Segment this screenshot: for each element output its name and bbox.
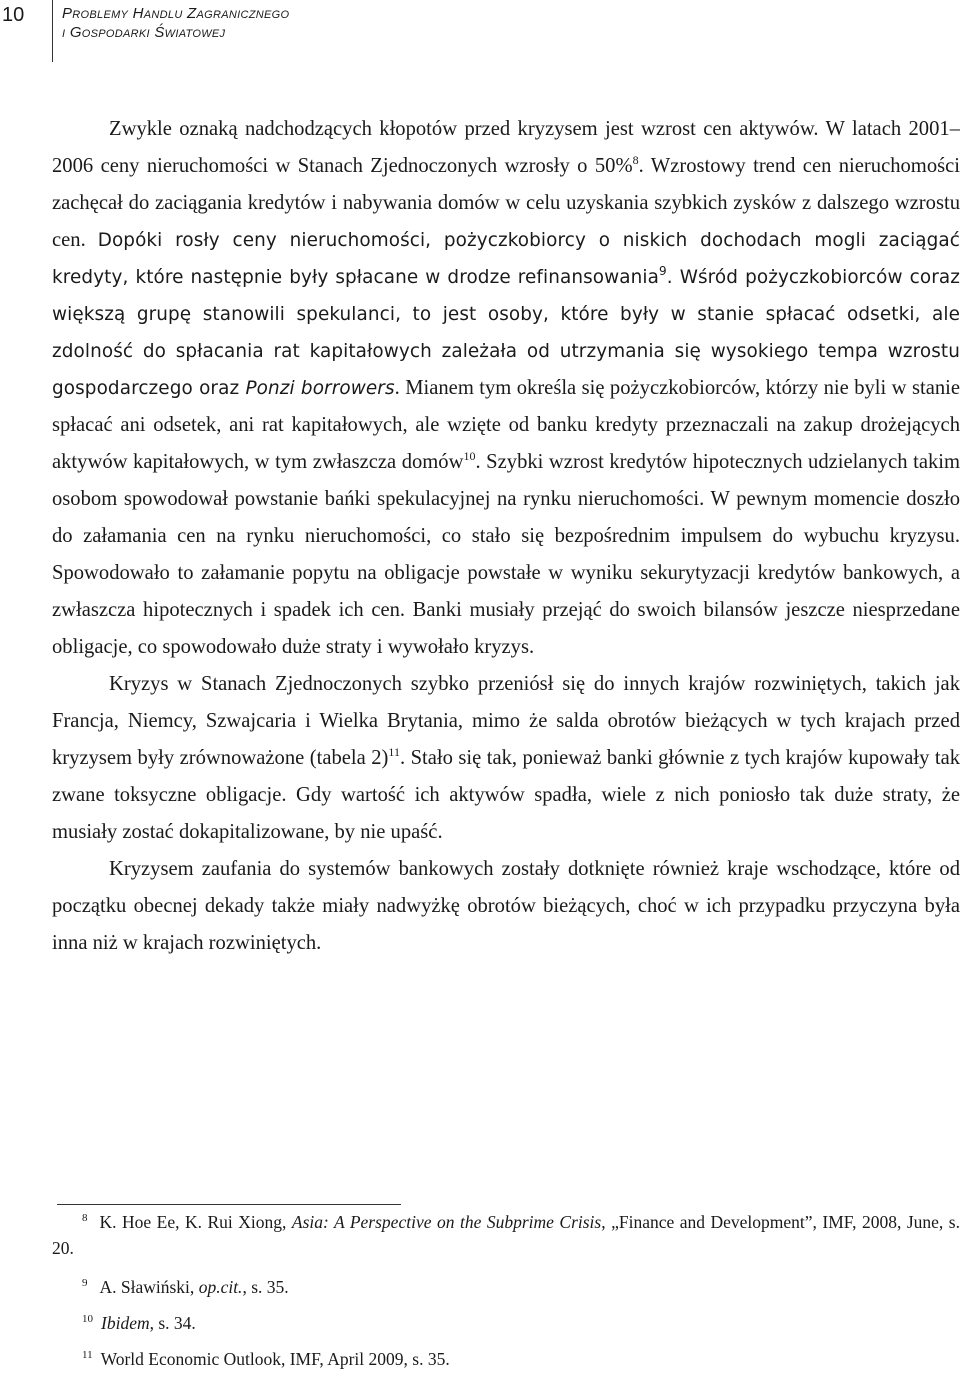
p1-text-sans: Dopóki rosły ceny nieruchomości, pożyczkobiorcy o niskich dochodach mogli zaciągać kredyty, które następnie były spłacane w drodze refinansowania xyxy=(52,230,960,288)
header-divider xyxy=(52,0,53,62)
running-title-line1: Problemy Handlu Zagranicznego xyxy=(62,5,290,22)
footnote-divider xyxy=(57,1204,401,1205)
footnote-text: , s. 35. xyxy=(242,1277,289,1297)
footnote-text: K. Hoe Ee, K. Rui Xiong, xyxy=(99,1212,292,1232)
footnote-text: World Economic Outlook, IMF, April 2009, s. 35. xyxy=(100,1349,450,1369)
footnote-number: 10 xyxy=(82,1313,93,1326)
footnote-ref-10: 10 xyxy=(463,449,476,464)
p1-text-d: . Mianem tym określa się pożyczkobiorców, którzy nie byli w stanie spłacać ani odsetek, ani rat kapitałowych, ale wzięte od banku kredyty przeznaczali na zakup drożejących aktywów kapitałowych, w tym zwłaszcza domów xyxy=(52,377,960,473)
footnote-ref-8: 8 xyxy=(632,153,639,168)
p2-text-a: Kryzys w Stanach Zjednoczonych szybko przeniósł się do innych krajów rozwiniętych, takich jak Francja, Niemcy, Szwajcaria i Wielka Brytania, mimo że salda obrotów bieżących w tych krajach przed kryzysem były zrównoważone (tabela 2) xyxy=(52,673,960,769)
footnote-10 xyxy=(52,1310,960,1336)
p1-text-b: . Wzrostowy trend cen nieruchomości zachęcał do zaciągania kredytów i nabywania domów w celu uzyskania szybkich zysków z dalszego wzrostu cen. xyxy=(52,155,960,251)
footnote-number: 9 xyxy=(82,1277,88,1290)
p1-text-c: . Wśród pożyczkobiorców coraz większą grupę stanowili spekulanci, to jest osoby, które były w stanie spłacać odsetki, ale zdolność do spłacania rat kapitałowych zależała od utrzymania się wysokiego tempa wzrostu gospodarczego oraz xyxy=(52,267,960,399)
paragraph-1 xyxy=(52,111,960,666)
footnote-ref-9: 9 xyxy=(658,264,667,279)
running-title-line2: i Gospodarki Światowej xyxy=(62,24,226,41)
page-number: 10 xyxy=(2,4,25,26)
footnote-number: 8 xyxy=(82,1212,88,1225)
footnote-italic: Ibidem xyxy=(101,1313,150,1333)
footnote-italic: op.cit. xyxy=(198,1277,243,1297)
footnote-8 xyxy=(52,1209,960,1261)
p1-text-a: Zwykle oznaką nadchodzących kłopotów przed kryzysem jest wzrost cen aktywów. W latach 2001–2006 ceny nieruchomości w Stanach Zjednoczonych wzrosły o 50% xyxy=(52,118,960,177)
footnote-number: 11 xyxy=(82,1349,93,1362)
footnote-text: A. Sławiński, xyxy=(99,1277,199,1297)
footnote-9 xyxy=(52,1274,960,1300)
footnote-italic: Asia: A Perspective on the Subprime Crisis xyxy=(291,1212,602,1232)
footnote-text: , „Finance and Development”, IMF, 2008, June, s. 20. xyxy=(52,1212,960,1258)
footnote-11 xyxy=(52,1346,960,1372)
body-text xyxy=(52,111,960,962)
footnote-ref-11: 11 xyxy=(388,745,400,760)
p2-text-b: . Stało się tak, ponieważ banki głównie z tych krajów kupowały tak zwane toksyczne obligacje. Gdy wartość ich aktywów spadła, wiele z nich poniosło tak duże straty, że musiały zostać dokapitalizowane, by nie upaść. xyxy=(52,747,960,843)
p1-text-e: . Szybki wzrost kredytów hipotecznych udzielanych takim osobom spowodował powstanie bańki spekulacyjnej na rynku nieruchomości. W pewnym momencie doszło do załamania cen na rynku nieruchomości, co stało się bezpośrednim impulsem do wybuchu kryzysu. Spowodowało to załamanie popytu na obligacje powstałe w wyniku sekurytyzacji kredytów bankowych, a zwłaszcza hipotecznych i spadek ich cen. Banki musiały przejąć do swoich bilansów jeszcze niesprzedane obligacje, co spowodowało duże straty i wywołało kryzys. xyxy=(52,451,960,658)
running-head xyxy=(62,4,289,42)
footnotes xyxy=(52,1209,960,1382)
paragraph-3: Kryzysem zaufania do systemów bankowych zostały dotknięte również kraje wschodzące, które od początku obecnej dekady także miały nadwyżkę obrotów bieżących, choć w ich przypadku przyczyna była inna niż w krajach rozwiniętych. xyxy=(52,858,960,954)
paragraph-2 xyxy=(52,666,960,851)
footnote-text: , s. 34. xyxy=(149,1313,196,1333)
p1-italic-term: Ponzi borrowers xyxy=(245,378,395,399)
